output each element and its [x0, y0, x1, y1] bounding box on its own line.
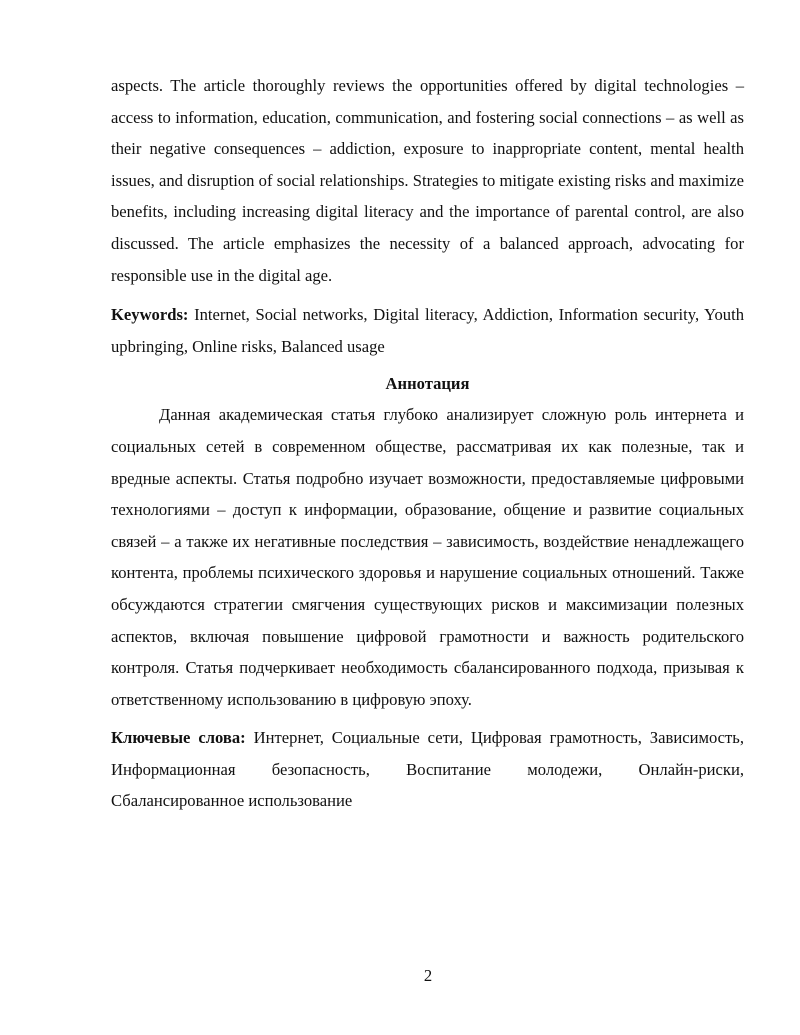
keywords-ru-text: Интернет, Социальные сети, Цифровая грамотность, Зависимость, Информационная безопасность, Воспитание молодежи, Онлайн-риски, Сбалансированное использование	[111, 728, 744, 811]
keywords-en-label: Keywords:	[111, 305, 189, 325]
page-number: 2	[423, 966, 433, 985]
keywords-en	[111, 299, 744, 362]
keywords-ru	[111, 722, 744, 817]
document-page	[111, 70, 744, 817]
keywords-ru-label: Ключевые слова:	[111, 728, 246, 748]
abstract-en-text: aspects. The article thoroughly reviews the opportunities offered by digital technologies – access to information, education, communication, and fostering social connections – as well as their negative consequences – addiction, exposure to inappropriate content, mental health issues, and disruption of social relationships. Strategies to mitigate existing risks and maximize benefits, including increasing digital literacy and the importance of parental control, are also discussed. The article emphasizes the necessity of a balanced approach, advocating for responsible use in the digital age.	[111, 76, 744, 285]
keywords-en-text: Internet, Social networks, Digital literacy, Addiction, Information security, Youth upbringing, Online risks, Balanced usage	[111, 305, 744, 356]
annotation-heading: Аннотация	[385, 374, 470, 394]
abstract-ru-text: Данная академическая статья глубоко анализирует сложную роль интернета и социальных сетей в современном обществе, рассматривая их как полезные, так и вредные аспекты. Статья подробно изучает возможности, предоставляемые цифровыми технологиями – доступ к информации, образование, общение и развитие социальных связей – а также их негативные последствия – зависимость, воздействие ненадлежащего контента, проблемы психического здоровья и нарушение социальных отношений. Также обсуждаются стратегии смягчения существующих рисков и максимизации полезных аспектов, включая повышение цифровой грамотности и важность родительского контроля. Статья подчеркивает необходимость сбалансированного подхода, призывая к ответственному использованию в цифровую эпоху.	[111, 405, 744, 709]
